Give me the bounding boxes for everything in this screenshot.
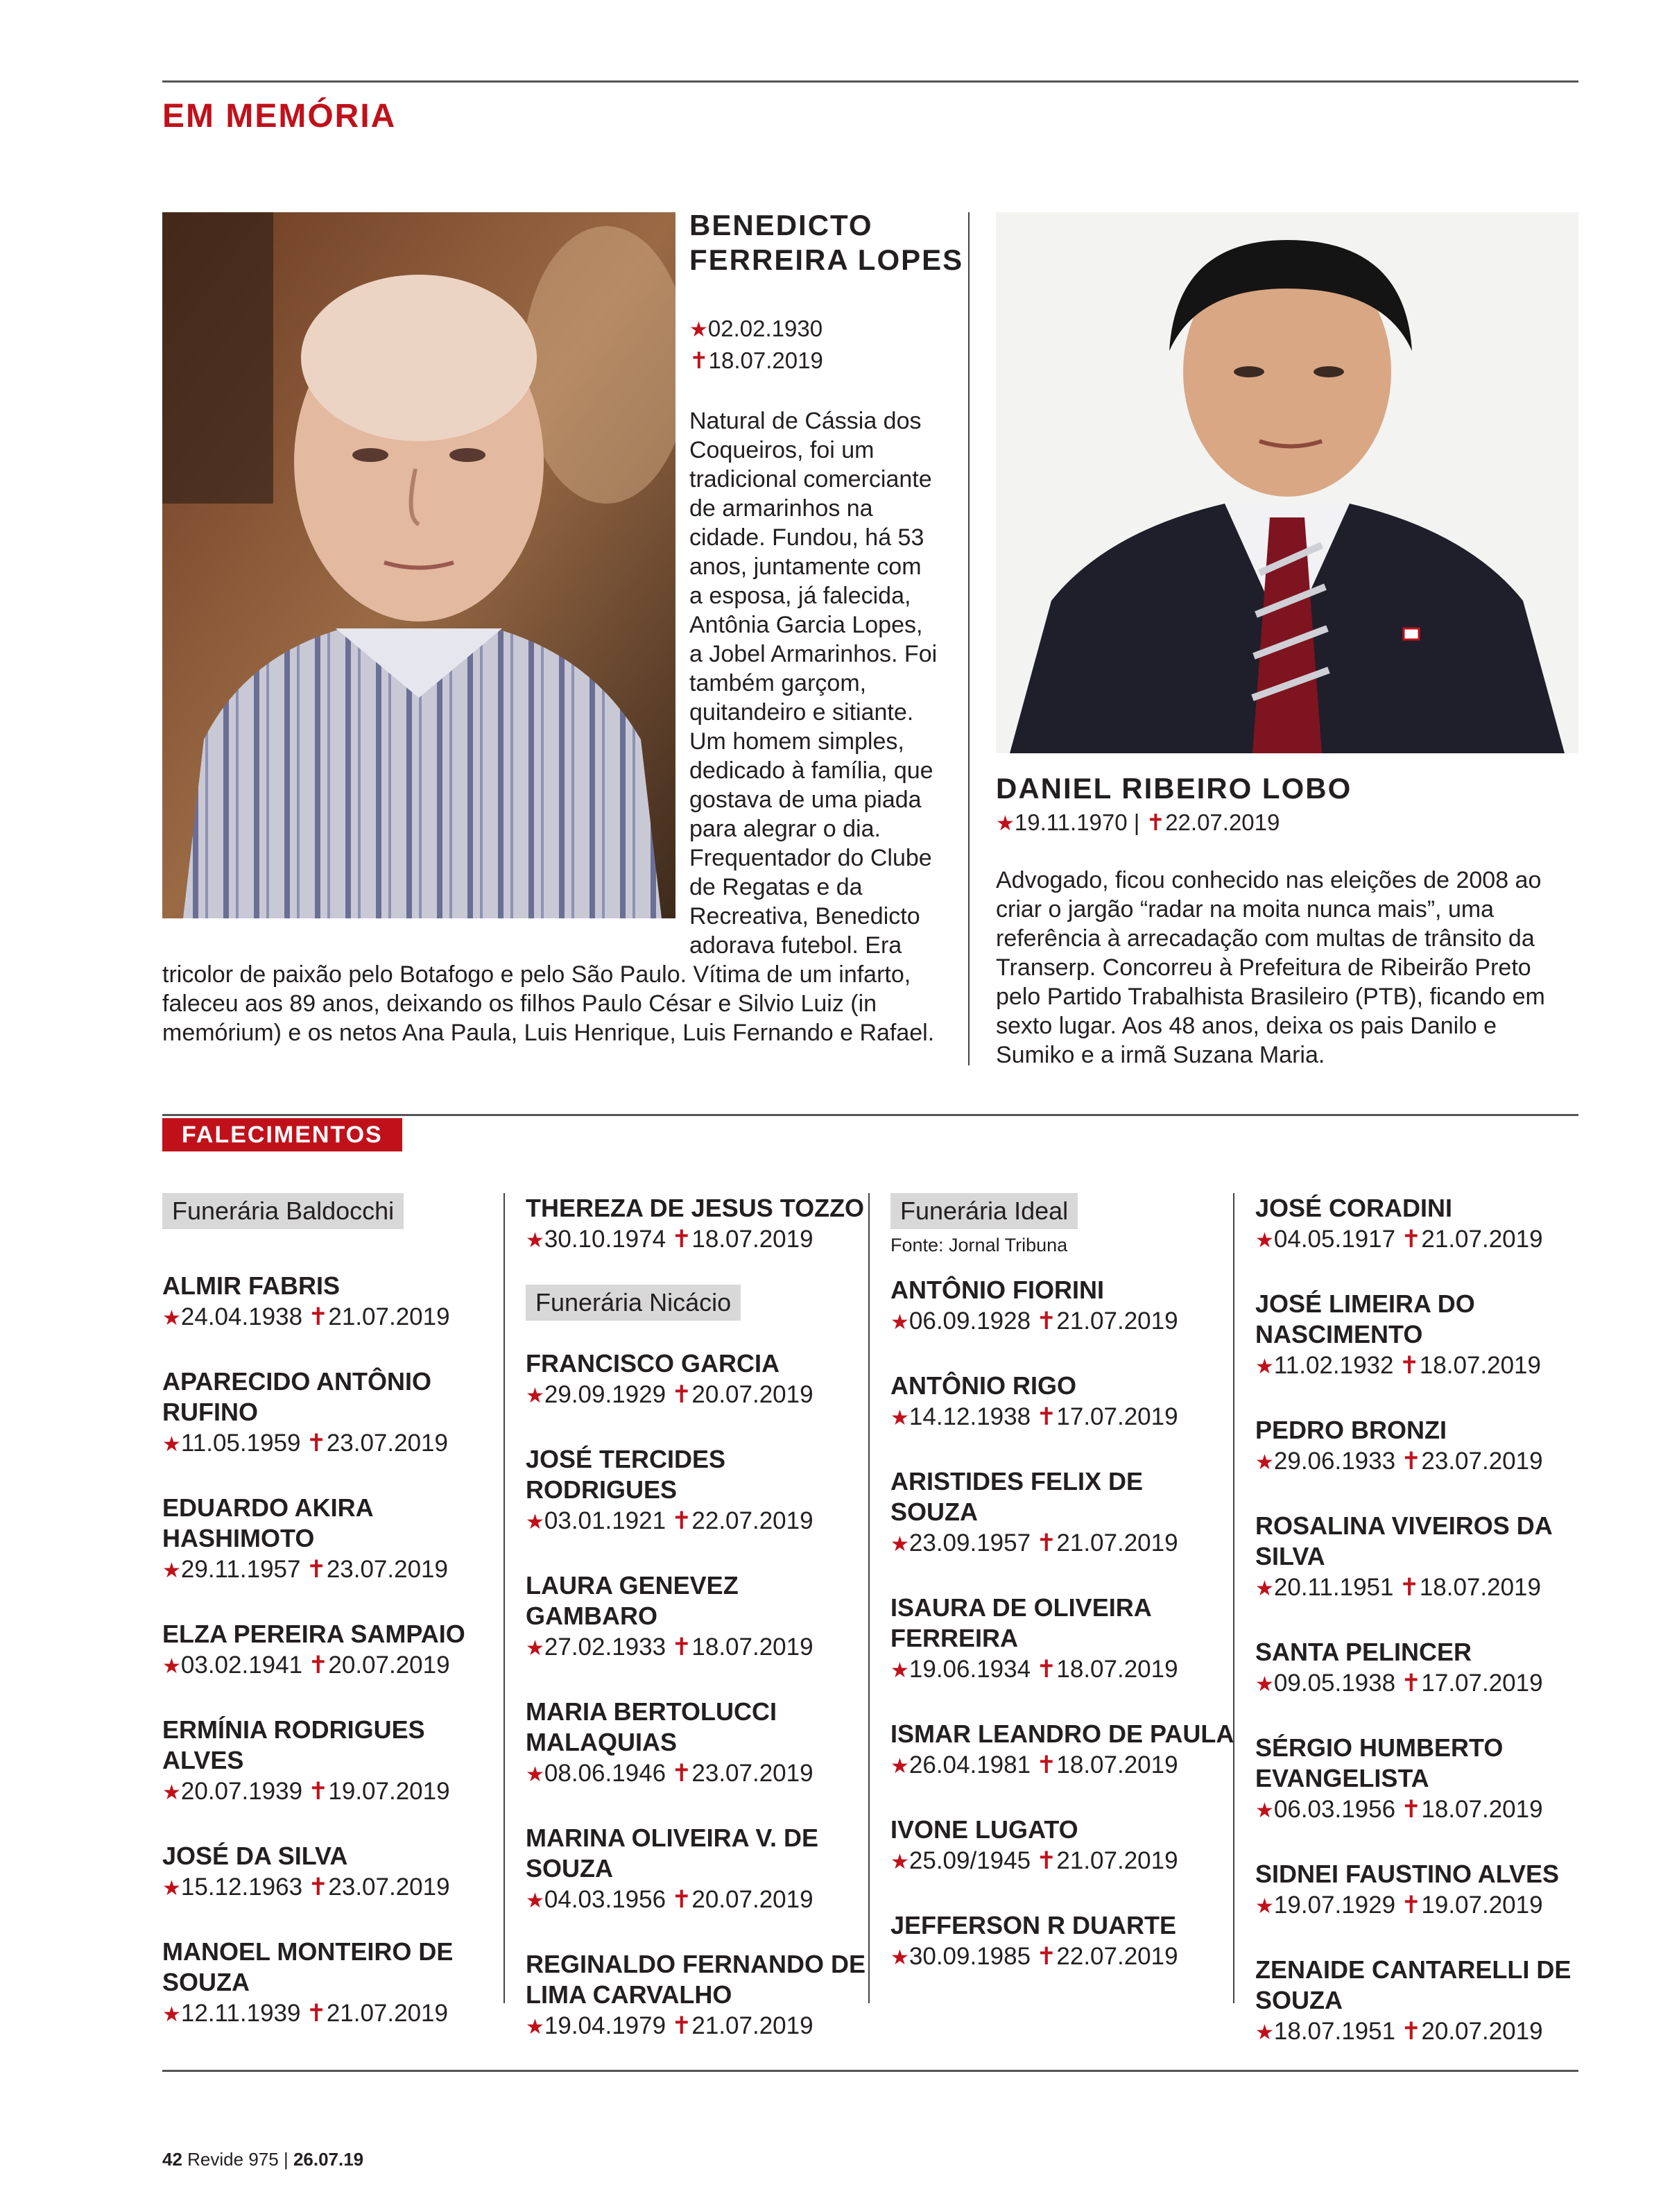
deceased-dates (890, 1941, 1237, 1974)
birth-date: 09.05.1938 (1273, 1670, 1396, 1697)
deceased-dates (1255, 1224, 1602, 1257)
star-icon: ★ (526, 1511, 544, 1534)
star-icon: ★ (526, 1889, 544, 1912)
death-entry (1255, 1955, 1602, 2049)
publication-name: Revide 975 (187, 2149, 279, 2170)
deceased-name: ANTÔNIO FIORINI (890, 1276, 1104, 1304)
star-icon: ★ (1255, 1577, 1274, 1600)
cross-icon: ✝ (308, 1652, 329, 1679)
death-date: 21.07.2019 (1056, 1529, 1178, 1557)
feature1-bio-container (162, 406, 940, 1047)
deceased-name: SÉRGIO HUMBERTO EVANGELISTA (1255, 1733, 1504, 1792)
cross-icon: ✝ (671, 1381, 692, 1408)
deceased-dates (526, 1224, 872, 1257)
star-icon: ★ (526, 1637, 544, 1660)
deceased-name: THEREZA DE JESUS TOZZO (526, 1194, 865, 1222)
birth-date: 24.04.1938 (180, 1303, 303, 1330)
death-entry (1255, 1511, 1602, 1605)
deceased-dates (890, 1749, 1237, 1783)
deceased-name: ISAURA DE OLIVEIRA FERREIRA (890, 1593, 1151, 1652)
death-date: 20.07.2019 (691, 1381, 813, 1408)
death-date: 20.07.2019 (1421, 2018, 1543, 2045)
feature2-birth: 19.11.1970 (1014, 809, 1128, 835)
death-date: 21.07.2019 (691, 2012, 813, 2039)
feature2-photo (996, 212, 1578, 753)
deceased-dates (1255, 1446, 1602, 1479)
birth-date: 29.11.1957 (180, 1556, 301, 1583)
cross-icon: ✝ (1401, 2018, 1422, 2045)
deceased-name: MANOEL MONTEIRO DE SOUZA (162, 1937, 454, 1996)
top-rule (162, 80, 1578, 83)
death-entry (890, 1593, 1237, 1687)
deceased-name: ROSALINA VIVEIROS DA SILVA (1255, 1511, 1552, 1570)
star-icon: ★ (162, 1877, 181, 1900)
death-entry (1255, 1637, 1602, 1701)
cross-icon: ✝ (306, 1556, 327, 1583)
star-icon: ★ (890, 1407, 909, 1430)
death-entry (890, 1910, 1237, 1974)
funeral-home-heading: Funerária Ideal (890, 1193, 1078, 1229)
death-entry (162, 1271, 509, 1335)
star-icon: ★ (890, 1851, 909, 1874)
funeral-home-heading: Funerária Nicácio (526, 1285, 741, 1321)
column-divider (868, 1193, 870, 2003)
deceased-dates (526, 1505, 872, 1538)
cross-icon: ✝ (1036, 1656, 1057, 1683)
star-icon: ★ (1255, 1673, 1274, 1696)
star-icon: ★ (1255, 1895, 1274, 1918)
birth-date: 03.02.1941 (180, 1652, 303, 1679)
feature2-name: DANIEL RIBEIRO LOBO (996, 772, 1352, 805)
star-icon: ★ (890, 1946, 909, 1969)
cross-icon: ✝ (1146, 809, 1166, 835)
funeral-home-heading: Funerária Baldocchi (162, 1193, 404, 1229)
deceased-dates (890, 1845, 1237, 1878)
deceased-dates (526, 1884, 872, 1917)
star-icon: ★ (162, 1559, 181, 1582)
deceased-name: MARINA OLIVEIRA V. DE SOUZA (526, 1824, 819, 1883)
deceased-name: APARECIDO ANTÔNIO RUFINO (162, 1367, 432, 1426)
issue-date: 26.07.19 (293, 2149, 364, 2170)
death-entry (526, 1697, 872, 1791)
birth-date: 19.04.1979 (544, 2012, 666, 2039)
birth-date: 27.02.1933 (544, 1634, 666, 1661)
cross-icon: ✝ (1401, 1892, 1422, 1919)
death-entry (890, 1275, 1237, 1339)
birth-date: 03.01.1921 (544, 1507, 666, 1534)
death-entry (1255, 1733, 1602, 1827)
deceased-name: REGINALDO FERNANDO DE LIMA CARVALHO (526, 1950, 866, 2009)
deceased-dates (162, 1998, 509, 2031)
deceased-name: IVONE LUGATO (890, 1815, 1078, 1844)
death-date: 18.07.2019 (691, 1634, 813, 1661)
cross-icon: ✝ (1401, 1226, 1422, 1253)
deceased-name: ARISTIDES FELIX DE SOUZA (890, 1467, 1144, 1526)
death-entry (1255, 1193, 1602, 1257)
falecimentos-rule (162, 1114, 1578, 1116)
star-icon: ★ (162, 1781, 181, 1804)
star-icon: ★ (162, 1655, 181, 1678)
death-entry (890, 1466, 1237, 1561)
feature1-name: BENEDICTO FERREIRA LOPES (689, 209, 964, 276)
star-icon: ★ (890, 1311, 909, 1334)
birth-date: 12.11.1939 (180, 2000, 301, 2027)
death-date: 20.07.2019 (328, 1652, 450, 1679)
deceased-dates (1255, 2016, 1602, 2049)
deceased-name: ALMIR FABRIS (162, 1271, 340, 1300)
column-ideal-continued (1255, 1193, 1602, 2081)
death-date: 18.07.2019 (1419, 1352, 1541, 1379)
death-date: 22.07.2019 (691, 1507, 813, 1534)
deceased-name: JEFFERSON R DUARTE (890, 1911, 1177, 1939)
deceased-name: PEDRO BRONZI (1255, 1416, 1447, 1444)
deceased-dates (162, 1554, 509, 1587)
death-date: 18.07.2019 (1056, 1656, 1178, 1683)
death-date: 18.07.2019 (691, 1226, 813, 1253)
column-baldocchi (162, 1193, 509, 2063)
deceased-dates (526, 1379, 872, 1412)
deceased-dates (1255, 1889, 1602, 1923)
death-date: 20.07.2019 (691, 1886, 813, 1913)
death-date: 22.07.2019 (1056, 1943, 1178, 1970)
deceased-name: ISMAR LEANDRO DE PAULA (890, 1720, 1234, 1748)
birth-date: 19.06.1934 (909, 1656, 1031, 1683)
birth-date: 06.09.1928 (909, 1308, 1031, 1335)
death-entry (162, 1841, 509, 1905)
deceased-dates (162, 1776, 509, 1809)
deceased-dates (1255, 1350, 1602, 1383)
star-icon: ★ (162, 1433, 181, 1456)
cross-icon: ✝ (306, 1430, 327, 1457)
birth-date: 08.06.1946 (544, 1760, 666, 1787)
deceased-dates (162, 1649, 509, 1683)
star-icon: ★ (1255, 1451, 1274, 1474)
birth-date: 30.09.1985 (909, 1943, 1031, 1970)
deceased-dates (162, 1427, 509, 1461)
feature-divider (968, 212, 970, 1065)
birth-date: 11.02.1932 (1273, 1352, 1394, 1379)
feature2-dates (996, 807, 1280, 839)
footer-separator: | (283, 2149, 289, 2170)
cross-icon: ✝ (1036, 1943, 1057, 1970)
death-date: 19.07.2019 (1421, 1892, 1543, 1919)
death-date: 17.07.2019 (1421, 1670, 1543, 1697)
star-icon: ★ (890, 1533, 909, 1556)
birth-date: 29.09.1929 (544, 1381, 666, 1408)
deceased-name: ZENAIDE CANTARELLI DE SOUZA (1255, 1955, 1572, 2014)
deceased-name: JOSÉ DA SILVA (162, 1842, 348, 1870)
cross-icon: ✝ (308, 1303, 329, 1330)
star-icon: ★ (526, 1229, 544, 1252)
cross-icon: ✝ (671, 1886, 692, 1913)
death-entry (162, 1937, 509, 2031)
cross-icon: ✝ (306, 2000, 327, 2027)
cross-icon: ✝ (671, 1226, 692, 1253)
feature1-dates (689, 314, 823, 376)
death-date: 21.07.2019 (1421, 1226, 1543, 1253)
deceased-dates (890, 1401, 1237, 1434)
deceased-dates (526, 2010, 872, 2043)
cross-icon: ✝ (308, 1874, 329, 1901)
star-icon: ★ (890, 1755, 909, 1778)
star-icon: ★ (1255, 1229, 1274, 1252)
death-entry (526, 1949, 872, 2043)
deceased-dates (890, 1654, 1237, 1687)
death-entry (162, 1366, 509, 1461)
death-entry (526, 1823, 872, 1917)
cross-icon: ✝ (671, 1760, 692, 1787)
birth-date: 29.06.1933 (1273, 1448, 1396, 1475)
star-icon: ★ (162, 2003, 181, 2026)
death-list (526, 1193, 872, 1257)
birth-date: 20.11.1951 (1273, 1574, 1394, 1601)
birth-date: 06.03.1956 (1273, 1796, 1396, 1823)
section-title: EM MEMÓRIA (162, 98, 397, 135)
death-date: 21.07.2019 (1056, 1847, 1178, 1874)
death-list (526, 1348, 872, 2043)
deceased-name: JOSÉ LIMEIRA DO NASCIMENTO (1255, 1289, 1475, 1348)
feature1-bio: Natural de Cássia dos Coqueiros, foi um tradicional comerciante de armarinhos na cidade. Fundou, há 53 anos, juntamente com a esposa, já falecida, Antônia Garcia Lopes, a Jobel Armarinhos. Foi também garçom, quitandeiro e sitiante. Um homem simples, dedicado à família, que gostava de uma piada para alegrar o dia. Frequentador do Clube de Regatas e da Recreativa, Benedicto adorava futebol. Era tricolor de paixão pelo Botafogo e pelo São Paulo. Vítima de um infarto, faleceu aos 89 anos, deixando os filhos Paulo César e Silvio Luiz (in memórium) e os netos Ana Paula, Luis Henrique, Luis Fernando e Rafael. (162, 408, 938, 1046)
star-icon: ★ (1255, 1355, 1274, 1378)
page-number: 42 (162, 2149, 182, 2170)
deceased-name: MARIA BERTOLUCCI MALAQUIAS (526, 1697, 777, 1756)
feature1-death: 18.07.2019 (708, 348, 823, 373)
cross-icon: ✝ (671, 2012, 692, 2039)
birth-date: 04.05.1917 (1273, 1226, 1396, 1253)
death-date: 21.07.2019 (328, 1303, 450, 1330)
deceased-name: ELZA PEREIRA SAMPAIO (162, 1620, 465, 1648)
deceased-dates (526, 1631, 872, 1665)
deceased-name: JOSÉ CORADINI (1255, 1194, 1453, 1222)
birth-date: 11.05.1959 (180, 1430, 301, 1457)
bottom-rule (162, 2070, 1578, 2072)
death-date: 18.07.2019 (1421, 1796, 1543, 1823)
deceased-dates (1255, 1572, 1602, 1605)
death-entry (526, 1570, 872, 1665)
star-icon: ★ (526, 2016, 544, 2039)
death-entry (890, 1719, 1237, 1783)
deceased-dates (1255, 1794, 1602, 1827)
death-entry (1255, 1415, 1602, 1479)
death-entry (526, 1193, 872, 1257)
star-icon: ★ (1255, 1799, 1274, 1822)
star-icon: ★ (526, 1384, 544, 1407)
column-nicacio (526, 1193, 872, 2075)
star-icon: ★ (996, 812, 1015, 835)
feature1-birth: 02.02.1930 (707, 316, 823, 341)
source-note: Fonte: Jornal Tribuna (890, 1235, 1068, 1255)
cross-icon: ✝ (1399, 1574, 1420, 1601)
cross-icon: ✝ (1036, 1403, 1057, 1430)
deceased-name: SANTA PELINCER (1255, 1638, 1472, 1666)
star-icon: ★ (1255, 2021, 1274, 2044)
death-entry (526, 1348, 872, 1412)
cross-icon: ✝ (308, 1778, 329, 1805)
birth-date: 18.07.1951 (1273, 2018, 1396, 2045)
deceased-dates (162, 1301, 509, 1335)
death-list (162, 1271, 509, 2031)
death-date: 23.07.2019 (328, 1874, 450, 1901)
death-list (1255, 1193, 1602, 2049)
cross-icon: ✝ (1399, 1352, 1420, 1379)
death-entry (162, 1619, 509, 1683)
deceased-dates (890, 1527, 1237, 1561)
feature2-bio: Advogado, ficou conhecido nas eleições de 2008 ao criar o jargão “radar na moita nunca mais”, uma referência à arrecadação com multas de trânsito da Transerp. Concorreu à Prefeitura de Ribeirão Preto pelo Partido Trabalhista Brasileiro (PTB), ficando em sexto lugar. Aos 48 anos, deixa os pais Danilo e Sumiko e a irmã Suzana Maria. (996, 867, 1545, 1068)
deceased-dates (890, 1305, 1237, 1339)
birth-date: 14.12.1938 (909, 1403, 1031, 1430)
birth-date: 23.09.1957 (909, 1529, 1031, 1557)
birth-date: 04.03.1956 (544, 1886, 666, 1913)
death-date: 23.07.2019 (691, 1760, 813, 1787)
cross-icon: ✝ (1036, 1529, 1057, 1557)
death-entry (1255, 1289, 1602, 1383)
death-date: 19.07.2019 (328, 1778, 450, 1805)
death-date: 21.07.2019 (1056, 1308, 1178, 1335)
column-divider (503, 1193, 505, 2003)
death-date: 17.07.2019 (1056, 1403, 1178, 1430)
death-entry (162, 1493, 509, 1587)
death-date: 21.07.2019 (326, 2000, 448, 2027)
column-divider (1233, 1193, 1234, 2003)
star-icon: ★ (162, 1307, 181, 1330)
feature2-death: 22.07.2019 (1165, 809, 1280, 835)
cross-icon: ✝ (689, 348, 709, 373)
deceased-name: JOSÉ TERCIDES RODRIGUES (526, 1445, 726, 1504)
cross-icon: ✝ (1036, 1308, 1057, 1335)
deceased-name: ERMÍNIA RODRIGUES ALVES (162, 1715, 425, 1774)
death-entry (162, 1715, 509, 1809)
star-icon: ★ (890, 1659, 909, 1682)
deceased-dates (162, 1871, 509, 1905)
birth-date: 19.07.1929 (1273, 1892, 1396, 1919)
death-date: 18.07.2019 (1419, 1574, 1541, 1601)
falecimentos-title: FALECIMENTOS (162, 1118, 402, 1151)
death-entry (890, 1815, 1237, 1878)
page-footer (162, 2149, 363, 2170)
cross-icon: ✝ (671, 1507, 692, 1534)
death-entry (890, 1371, 1237, 1434)
death-date: 23.07.2019 (1421, 1448, 1543, 1475)
deceased-name: LAURA GENEVEZ GAMBARO (526, 1571, 739, 1630)
birth-date: 30.10.1974 (544, 1226, 666, 1253)
birth-date: 26.04.1981 (909, 1751, 1031, 1778)
death-entry (1255, 1859, 1602, 1923)
deceased-name: EDUARDO AKIRA HASHIMOTO (162, 1493, 373, 1552)
birth-date: 15.12.1963 (180, 1874, 303, 1901)
deceased-dates (1255, 1667, 1602, 1701)
cross-icon: ✝ (1036, 1847, 1057, 1874)
column-ideal (890, 1193, 1237, 2006)
cross-icon: ✝ (1036, 1751, 1057, 1778)
cross-icon: ✝ (1401, 1670, 1422, 1697)
birth-date: 25.09/1945 (909, 1847, 1031, 1874)
death-date: 18.07.2019 (1056, 1751, 1178, 1778)
deceased-name: FRANCISCO GARCIA (526, 1349, 780, 1378)
cross-icon: ✝ (1401, 1448, 1422, 1475)
death-entry (526, 1444, 872, 1538)
deceased-name: SIDNEI FAUSTINO ALVES (1255, 1860, 1560, 1888)
death-date: 23.07.2019 (326, 1430, 448, 1457)
death-date: 23.07.2019 (326, 1556, 448, 1583)
cross-icon: ✝ (671, 1634, 692, 1661)
cross-icon: ✝ (1401, 1796, 1422, 1823)
birth-date: 20.07.1939 (180, 1778, 303, 1805)
deceased-dates (526, 1758, 872, 1791)
deceased-name: ANTÔNIO RIGO (890, 1371, 1076, 1400)
date-separator: | (1133, 809, 1140, 835)
star-icon: ★ (689, 318, 708, 341)
star-icon: ★ (526, 1763, 544, 1786)
death-list (890, 1275, 1237, 1974)
